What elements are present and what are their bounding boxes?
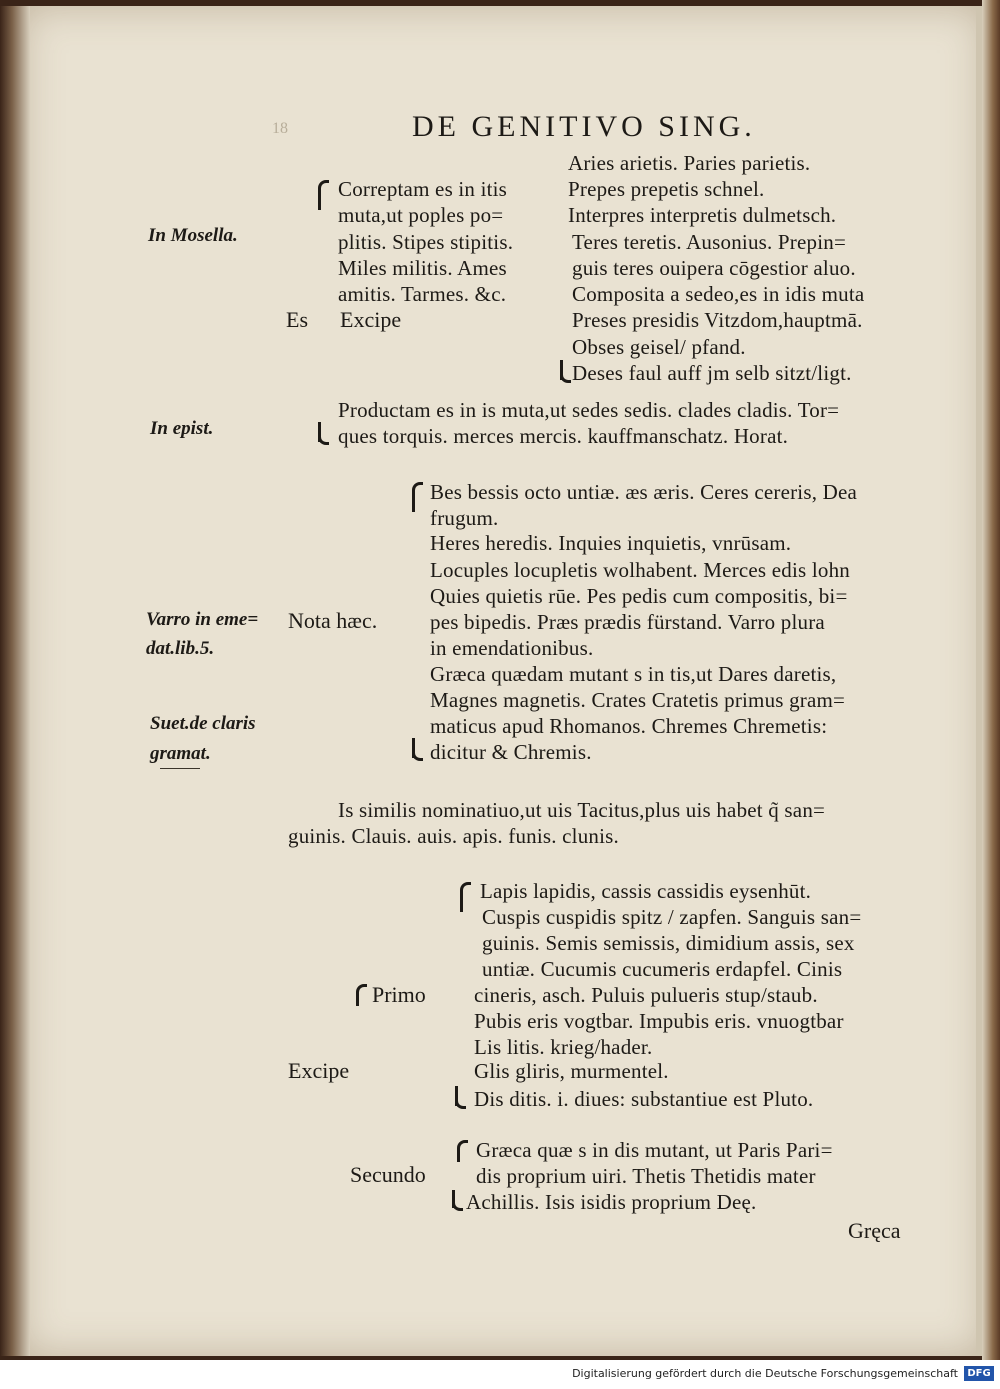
- catchword: Gręca: [848, 1218, 901, 1243]
- margin-note-epist: In epist.: [150, 418, 214, 439]
- book-spine: [0, 6, 30, 1356]
- text-line: Pubis eris vogtbar. Impubis eris. vnuogtbar: [474, 1009, 844, 1033]
- text-line: guinis. Clauis. auis. apis. funis. clunis.: [288, 824, 619, 848]
- text-line: pes bipedis. Præs prædis fürstand. Varro plura: [430, 610, 825, 634]
- funding-credit: Digitalisierung gefördert durch die Deutsche Forschungsgemeinschaft: [572, 1367, 958, 1380]
- bracket-line: [412, 490, 415, 512]
- text-line: Composita a sedeo,es in idis muta: [572, 282, 865, 306]
- text-line: Locuples locupletis wolhabent. Merces edis lohn: [430, 558, 850, 582]
- text-line: Lis litis. krieg/hader.: [474, 1035, 653, 1059]
- text-line: untiæ. Cucumis cucumeris erdapfel. Cinis: [482, 957, 843, 981]
- text-line: Productam es in is muta,ut sedes sedis. clades cladis. Tor=: [338, 398, 840, 422]
- text-line: Correptam es in itis: [338, 177, 508, 201]
- text-line: Græca quæ s in dis mutant, ut Paris Pari=: [476, 1138, 833, 1162]
- text-line: Lapis lapidis, cassis cassidis eysenhūt.: [480, 879, 812, 903]
- text-line: amitis. Tarmes. &c.: [338, 282, 507, 306]
- label-secundo: Secundo: [350, 1162, 426, 1187]
- page-number: 18: [272, 120, 288, 137]
- text-line: dis proprium uiri. Thetis Thetidis mater: [476, 1164, 816, 1188]
- label-excipe-2: Excipe: [288, 1058, 350, 1083]
- bracket-line: [460, 890, 463, 912]
- text-line: Græca quædam mutant s in tis,ut Dares daretis,: [430, 662, 837, 686]
- text-line: guinis. Semis semissis, dimidium assis, sex: [482, 931, 855, 955]
- margin-note-varro-1: Varro in eme=: [146, 609, 259, 630]
- label-nota: Nota hæc.: [288, 608, 378, 633]
- text-line: cineris, asch. Puluis pulueris stup/staub.: [474, 983, 818, 1007]
- text-line: Cuspis cuspidis spitz / zapfen. Sanguis san=: [482, 905, 862, 929]
- bracket-line: [457, 1148, 460, 1162]
- text-line: Quies quietis rūe. Pes pedis cum compositis, bi=: [430, 584, 848, 608]
- text-line: Interpres interpretis dulmetsch.: [568, 203, 837, 227]
- margin-note-suet-1: Suet.de claris: [150, 713, 256, 734]
- text-line: Prepes prepetis schnel.: [568, 177, 765, 201]
- text-line: frugum.: [430, 506, 499, 530]
- text-line: plitis. Stipes stipitis.: [338, 230, 514, 254]
- bracket-line: [318, 188, 321, 210]
- text-line: Teres teretis. Ausonius. Prepin=: [572, 230, 846, 254]
- text-line: dicitur & Chremis.: [430, 740, 592, 764]
- label-excipe-1: Excipe: [340, 307, 402, 332]
- text-line: Magnes magnetis. Crates Cratetis primus gram=: [430, 688, 846, 712]
- margin-note-varro-2: dat.lib.5.: [146, 638, 215, 659]
- running-head: DE GENITIVO SING.: [412, 110, 756, 143]
- dfg-logo-icon: DFG: [964, 1366, 994, 1381]
- text-line: ques torquis. merces mercis. kauffmanschatz. Horat.: [338, 424, 789, 448]
- text-line: Heres heredis. Inquies inquietis, vnrūsam.: [430, 531, 792, 555]
- text-line: Dis ditis. i. diues: substantiue est Pluto.: [474, 1087, 814, 1111]
- text-line: in emendationibus.: [430, 636, 594, 660]
- text-line: muta,ut poples po=: [338, 203, 504, 227]
- bracket-line: [356, 992, 359, 1006]
- text-line: Bes bessis octo untiæ. æs æris. Ceres cereris, Dea: [430, 480, 858, 504]
- text-line: Deses faul auff jm selb sitzt/ligt.: [572, 361, 852, 385]
- label-primo: Primo: [372, 982, 426, 1007]
- margin-note-suet-2: gramat.: [150, 743, 211, 764]
- text-line: Glis gliris, murmentel.: [474, 1059, 669, 1083]
- text-line: Aries arietis. Paries parietis.: [568, 151, 811, 175]
- text-line: maticus apud Rhomanos. Chremes Chremetis:: [430, 714, 828, 738]
- book-cover-edge: [982, 0, 1000, 1360]
- margin-underline: [160, 768, 200, 769]
- margin-note-mosella: In Mosella.: [148, 225, 238, 246]
- text-line: Miles militis. Ames: [338, 256, 507, 280]
- text-line: guis teres ouipera cōgestior aluo.: [572, 256, 856, 280]
- label-es: Es: [286, 307, 308, 332]
- text-line: Obses geisel/ pfand.: [572, 335, 746, 359]
- text-line: Preses presidis Vitzdom,hauptmā.: [572, 308, 863, 332]
- text-line: Achillis. Isis isidis proprium Deę.: [466, 1190, 757, 1214]
- text-line: Is similis nominatiuo,ut uis Tacitus,plus uis habet q̃ san=: [338, 798, 826, 822]
